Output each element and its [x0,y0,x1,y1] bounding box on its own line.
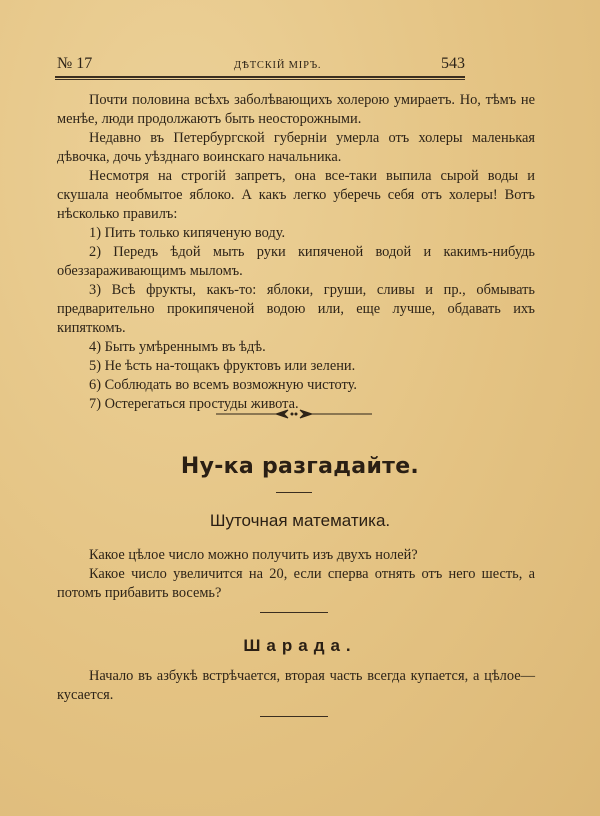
puzzle-section-title: Ну-ка разгадайте. [180,454,420,479]
rule-item: 1) Пить только кипяченую воду. [89,225,286,241]
cholera-article [57,91,535,414]
charade-text: Начало въ азбукѣ встрѣчается, вторая часть всегда купается, а цѣлое—кусается. [57,668,535,703]
rule-item: 2) Передъ ѣдой мыть руки кипяченой водой и какимъ-нибудь обеззараживающимъ мыломъ. [57,244,535,279]
rule-item: 3) Всѣ фрукты, какъ-то: яблоки, груши, сливы и пр., обмывать предварительно прокипяченой водою или, еще лучше, обдавать ихъ кипяткомъ. [57,282,535,336]
math-question: Какое число увеличится на 20, если сперва отнять отъ него шесть, а потомъ прибавить восемь? [57,566,535,601]
article-paragraph: Почти половина всѣхъ заболѣвающихъ холерою умираетъ. Но, тѣмъ не менѣе, люди продолжаютъ быть неосторожными. [57,92,535,127]
magazine-title: ДѢТСКІЙ МІРЪ. [233,60,322,71]
short-rule [260,716,328,717]
article-paragraph: Несмотря на строгій запретъ, она все-таки выпила сырой воды и скушала необмытое яблоко. А какъ легко уберечь себя отъ холеры! Вотъ нѣсколько правилъ: [57,168,535,222]
issue-number: № 17 [57,55,93,72]
page-header [57,55,465,73]
charade [57,667,535,705]
short-rule [276,492,312,493]
charade-title: Шарада. [243,636,357,655]
short-rule [260,612,328,613]
rule-item: 5) Не ѣсть на-тощакъ фруктовъ или зелени. [89,358,356,374]
ornament-divider-icon [216,408,372,420]
rule-item: 7) Остерегаться простуды живота. [89,396,299,412]
math-puzzle [57,546,535,603]
header-rule [55,76,465,80]
page-number: 543 [441,55,465,72]
math-question: Какое цѣлое число можно получить изъ двухъ нолей? [89,547,418,563]
article-paragraph: Недавно въ Петербургской губерніи умерла отъ холеры маленькая дѣвочка, дочь уѣзднаго воинскаго начальника. [57,130,535,165]
rule-item: 4) Быть умѣреннымъ въ ѣдѣ. [89,339,266,355]
math-puzzle-title: Шуточная математика. [209,511,391,530]
rule-item: 6) Соблюдать во всемъ возможную чистоту. [89,377,358,393]
